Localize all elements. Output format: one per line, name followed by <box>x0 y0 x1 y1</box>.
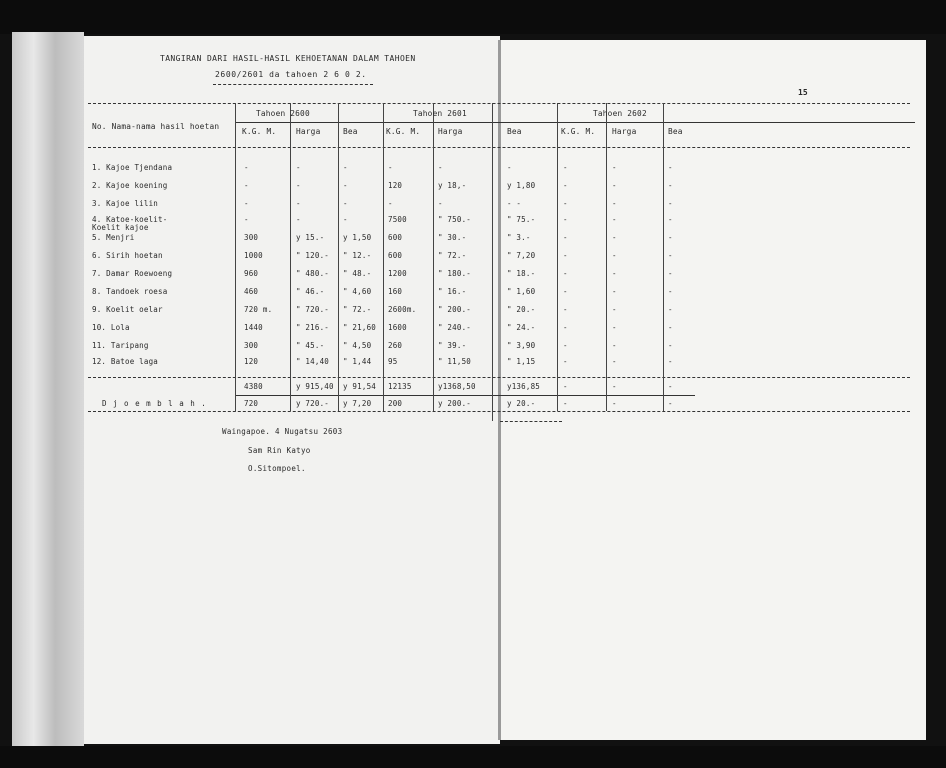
table-cell: - <box>668 233 673 242</box>
total-cell: y 200.- <box>438 399 472 408</box>
table-cell: - <box>296 181 301 190</box>
table-cell: - <box>563 287 568 296</box>
table-cell: - <box>668 181 673 190</box>
sub-header: Harga <box>438 127 463 136</box>
table-cell: " 18.- <box>507 269 536 278</box>
scan-border-top <box>0 0 946 34</box>
footer-signer-title: Sam Rin Katyo <box>248 446 311 455</box>
table-cell: 1200 <box>388 269 407 278</box>
footer-place-date: Waingapoe. 4 Nugatsu 2603 <box>222 427 343 436</box>
table-column-rule <box>433 103 434 411</box>
table-cell: 120 <box>244 357 259 366</box>
table-row-name: 3. Kajoe lilin <box>92 199 159 208</box>
total-label: D j o e m b l a h . <box>102 399 207 408</box>
table-cell: - <box>563 199 568 208</box>
table-cell: y 1,80 <box>507 181 536 190</box>
table-cell: 460 <box>244 287 259 296</box>
total-cell: y 720.- <box>296 399 330 408</box>
total-cell: y 7,20 <box>343 399 372 408</box>
table-cell: 600 <box>388 251 403 260</box>
table-cell: " 16.- <box>438 287 467 296</box>
table-cell: - - <box>507 199 522 208</box>
table-cell: 720 m. <box>244 305 273 314</box>
table-cell: - <box>668 215 673 224</box>
table-cell: " 4,50 <box>343 341 372 350</box>
table-cell: " 12.- <box>343 251 372 260</box>
table-cell: - <box>388 199 393 208</box>
table-cell: - <box>244 163 249 172</box>
table-row-name: 4. Katoe-koelit- <box>92 215 168 224</box>
table-rule-sum <box>235 395 695 396</box>
page-fold <box>498 40 501 740</box>
table-row-name: 1. Kajoe Tjendana <box>92 163 173 172</box>
total-cell: - <box>612 399 617 408</box>
table-cell: 2600m. <box>388 305 417 314</box>
sub-header: Harga <box>296 127 321 136</box>
table-cell: " 240.- <box>438 323 472 332</box>
total-cell: y 91,54 <box>343 382 377 391</box>
table-cell: " 72.- <box>438 251 467 260</box>
table-cell: - <box>438 163 443 172</box>
table-cell: - <box>612 233 617 242</box>
table-cell: - <box>668 287 673 296</box>
table-cell: - <box>612 287 617 296</box>
table-cell: - <box>563 323 568 332</box>
table-cell: " 21,60 <box>343 323 377 332</box>
table-cell: - <box>612 269 617 278</box>
table-cell: " 480.- <box>296 269 330 278</box>
table-cell: - <box>612 181 617 190</box>
book-spine <box>12 32 84 748</box>
table-cell: 160 <box>388 287 403 296</box>
table-cell: " 3.- <box>507 233 531 242</box>
total-cell: 4380 <box>244 382 263 391</box>
table-cell: - <box>343 199 348 208</box>
document-subtitle: 2600/2601 da tahoen 2 6 0 2. <box>215 70 367 79</box>
table-cell: - <box>343 215 348 224</box>
total-cell: 200 <box>388 399 403 408</box>
column-header-name: No. Nama-nama hasil hoetan <box>92 122 220 131</box>
table-cell: " 750.- <box>438 215 472 224</box>
sub-header: K.G. M. <box>561 127 596 136</box>
table-cell: - <box>612 251 617 260</box>
table-row-name: 9. Koelit oelar <box>92 305 163 314</box>
table-cell: y 18,- <box>438 181 467 190</box>
table-rule-total <box>88 377 910 378</box>
total-cell: - <box>612 382 617 391</box>
table-cell: " 216.- <box>296 323 330 332</box>
table-cell: - <box>296 163 301 172</box>
table-cell: 120 <box>388 181 403 190</box>
table-cell: - <box>668 199 673 208</box>
year-header: Tahoen 2600 <box>256 109 310 118</box>
table-cell: - <box>668 305 673 314</box>
table-row-name: 2. Kajoe koening <box>92 181 168 190</box>
table-row-name: 7. Damar Roewoeng <box>92 269 173 278</box>
table-cell: " 720.- <box>296 305 330 314</box>
table-rule-year <box>235 122 915 123</box>
table-cell: - <box>438 199 443 208</box>
total-cell: y 915,40 <box>296 382 334 391</box>
document-title: TANGIRAN DARI HASIL-HASIL KEHOETANAN DALAM TAHOEN <box>160 54 416 63</box>
table-cell: " 11,50 <box>438 357 472 366</box>
table-cell: 1440 <box>244 323 263 332</box>
table-cell: - <box>296 215 301 224</box>
table-cell: - <box>612 305 617 314</box>
total-cell: - <box>563 399 568 408</box>
table-cell: - <box>244 181 249 190</box>
sub-header: Harga <box>612 127 637 136</box>
total-cell: y 20.- <box>507 399 536 408</box>
table-cell: 600 <box>388 233 403 242</box>
table-cell: y 15.- <box>296 233 325 242</box>
table-cell: - <box>388 163 393 172</box>
table-cell: - <box>244 215 249 224</box>
table-rule-bottom <box>88 411 910 412</box>
table-cell: - <box>668 323 673 332</box>
table-cell: " 1,44 <box>343 357 372 366</box>
table-cell: 260 <box>388 341 403 350</box>
table-row-name: 12. Batoe laga <box>92 357 159 366</box>
table-cell: - <box>668 357 673 366</box>
sub-header: K.G. M. <box>242 127 277 136</box>
table-cell: - <box>563 163 568 172</box>
table-cell: - <box>296 199 301 208</box>
table-rule-top <box>88 103 910 104</box>
total-cell: - <box>563 382 568 391</box>
table-cell: - <box>343 181 348 190</box>
table-column-rule <box>290 103 291 411</box>
table-row-name: 6. Sirih hoetan <box>92 251 163 260</box>
table-cell: " 120.- <box>296 251 330 260</box>
table-cell: " 1,60 <box>507 287 536 296</box>
table-cell: - <box>668 341 673 350</box>
sub-header: K.G. M. <box>386 127 421 136</box>
table-cell: y 1,50 <box>343 233 372 242</box>
table-cell: - <box>668 163 673 172</box>
table-cell: " 75.- <box>507 215 536 224</box>
table-cell: 1000 <box>244 251 263 260</box>
table-column-rule <box>557 103 558 411</box>
table-cell: - <box>563 181 568 190</box>
table-cell: " 1,15 <box>507 357 536 366</box>
table-cell: " 45.- <box>296 341 325 350</box>
table-rule-tail <box>500 421 562 422</box>
table-row-name: 5. Menjri <box>92 233 135 242</box>
table-cell: - <box>244 199 249 208</box>
total-cell: y1368,50 <box>438 382 476 391</box>
table-cell: " 46.- <box>296 287 325 296</box>
table-cell: 1600 <box>388 323 407 332</box>
year-header: Tahoen 2602 <box>593 109 647 118</box>
table-cell: - <box>668 269 673 278</box>
table-cell: 7500 <box>388 215 407 224</box>
table-cell: " 14,40 <box>296 357 330 366</box>
table-cell: - <box>507 163 512 172</box>
table-cell: - <box>612 357 617 366</box>
table-column-rule <box>383 103 384 411</box>
table-cell: - <box>612 199 617 208</box>
table-cell: - <box>668 251 673 260</box>
footer-signer-name: O.Sitompoel. <box>248 464 306 473</box>
table-row-name: 10. Lola <box>92 323 130 332</box>
sub-header: Bea <box>507 127 522 136</box>
table-cell: " 200.- <box>438 305 472 314</box>
table-rule-header <box>88 147 910 148</box>
table-column-rule <box>235 103 236 411</box>
page-number: 15 <box>798 88 808 97</box>
table-column-rule <box>492 103 493 421</box>
table-cell: 300 <box>244 341 259 350</box>
table-cell: - <box>343 163 348 172</box>
table-cell: " 7,20 <box>507 251 536 260</box>
table-cell: - <box>612 341 617 350</box>
table-cell: - <box>563 269 568 278</box>
table-cell: 300 <box>244 233 259 242</box>
table-cell: 95 <box>388 357 398 366</box>
table-column-rule <box>606 103 607 411</box>
table-cell: " 24.- <box>507 323 536 332</box>
table-cell: " 4,60 <box>343 287 372 296</box>
table-column-rule <box>338 103 339 411</box>
table-cell: - <box>563 233 568 242</box>
table-cell: - <box>563 357 568 366</box>
sub-header: Bea <box>668 127 683 136</box>
table-cell: - <box>563 251 568 260</box>
table-cell: - <box>612 163 617 172</box>
total-cell: 720 <box>244 399 259 408</box>
table-cell: - <box>563 305 568 314</box>
sub-header: Bea <box>343 127 358 136</box>
table-cell: " 39.- <box>438 341 467 350</box>
table-cell: - <box>563 341 568 350</box>
table-cell: " 20.- <box>507 305 536 314</box>
table-cell: " 3,90 <box>507 341 536 350</box>
table-row-name: 8. Tandoek roesa <box>92 287 168 296</box>
table-cell: 960 <box>244 269 259 278</box>
table-cell: " 30.- <box>438 233 467 242</box>
scan-border-bottom <box>0 746 946 768</box>
table-cell: - <box>563 215 568 224</box>
total-cell: - <box>668 382 673 391</box>
table-row-name: Koelit kajoe <box>92 223 149 232</box>
year-header: Tahoen 2601 <box>413 109 467 118</box>
total-cell: y136,85 <box>507 382 541 391</box>
total-cell: - <box>668 399 673 408</box>
table-cell: " 72.- <box>343 305 372 314</box>
table-cell: " 48.- <box>343 269 372 278</box>
table-column-rule <box>663 103 664 411</box>
table-cell: " 180.- <box>438 269 472 278</box>
table-cell: - <box>612 323 617 332</box>
total-cell: 12135 <box>388 382 412 391</box>
table-row-name: 11. Taripang <box>92 341 149 350</box>
subtitle-underline <box>213 84 373 85</box>
table-cell: - <box>612 215 617 224</box>
